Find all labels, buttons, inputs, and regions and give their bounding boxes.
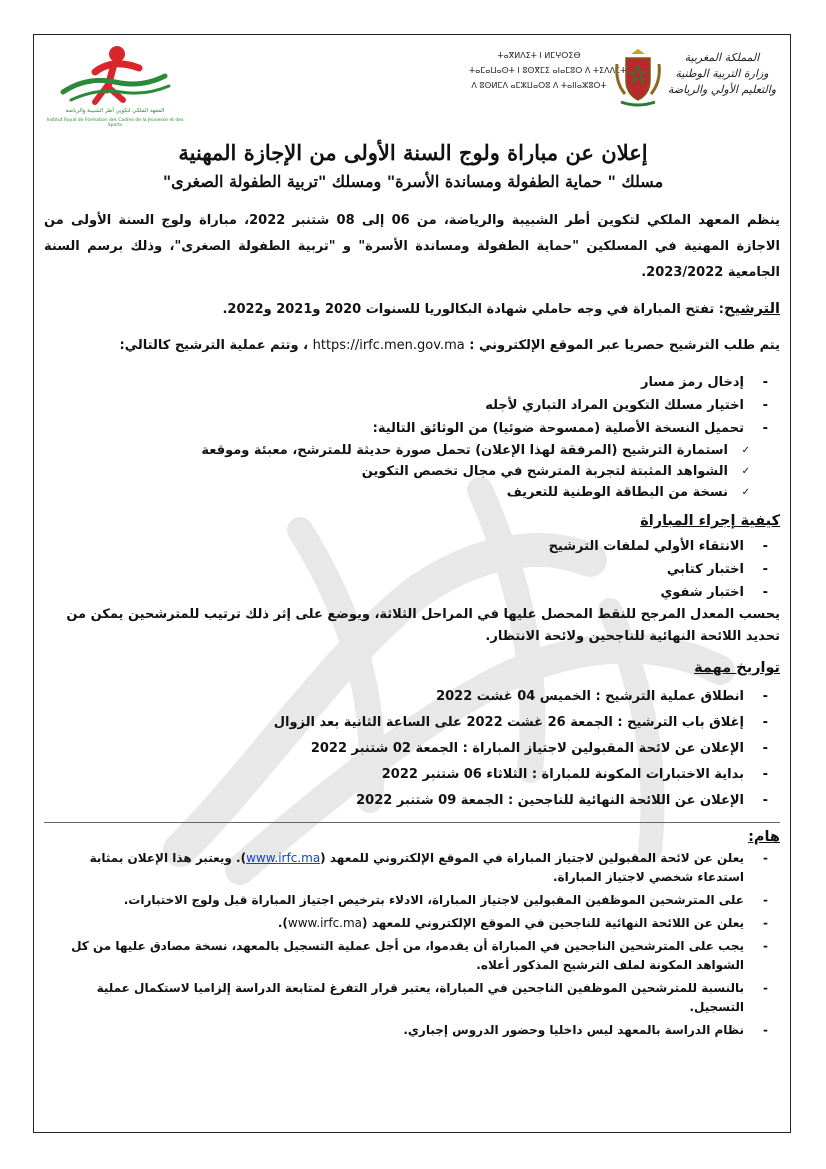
- list-item: - الإعلان عن لائحة المقبولين لاجتياز المباراة : الجمعة 02 شتنبر 2022: [44, 736, 770, 762]
- ministry-line: وزارة التربية الوطنية: [675, 67, 769, 80]
- important-notes-section: [44, 829, 780, 1044]
- tifinagh-line: ⴷ ⵓⵙⵍⵎⴷ ⴰⵎⵣⵡⴰⵔⵓ ⴷ ⵜⴰⵏⵏⴰⵣⵓⵔⵜ: [471, 81, 607, 90]
- list-item: [44, 914, 770, 937]
- announcement-title: إعلان عن مباراة ولوج السنة الأولى من الإجازة المهنية: [178, 140, 648, 165]
- list-item: - بالنسبة للمترشحين الموظفين الناجحين في المباراة، يعتبر قرار التفرغ لمتابعة الدراسة إلزاميا لاستكمال عملية التسجيل.: [44, 979, 770, 1021]
- application-paragraph: [44, 335, 780, 357]
- note-text: يعلن عن لائحة المقبولين لاجتياز المباراة في الموقع الإلكتروني للمعهد (: [320, 851, 744, 865]
- page-header: [33, 40, 791, 140]
- ministry-line: والتعليم الأولي والرياضة: [667, 83, 777, 96]
- application-text: يتم طلب الترشيح حصريا عبر الموقع الإلكتروني :: [464, 338, 780, 353]
- tifinagh-line: ⵜⴰⵎⴰⵡⴰⵙⵜ ⵏ ⵓⵙⴳⵎⵉ ⴰⵏⴰⵎⵓⵔ ⴷ ⵜⵉⴷⴷⵉⵜ: [469, 66, 627, 75]
- dates-heading-row: [44, 660, 780, 676]
- ministry-name-arabic: [661, 50, 783, 98]
- note-text: ). ويعتبر هذا الإعلان بمثابة استدعاء شخصي لاجتياز المباراة.: [89, 851, 744, 884]
- list-item: - على المترشحين الموظفين المقبولين لاجتياز المباراة، الادلاء بترخيص اجتياز المباراة قبل ولوج الاختبارات.: [44, 891, 770, 914]
- list-item: [44, 440, 752, 461]
- important-notes-list: [44, 849, 780, 1044]
- list-item: [44, 461, 752, 482]
- list-item: - الإعلان عن اللائحة النهائية للناجحين : الجمعة 09 شتنبر 2022: [44, 788, 770, 814]
- intro-text: ، مباراة ولوج السنة الأولى من الاجازة المهنية في المسلكين "حماية الطفولة ومساندة الأسرة" و "تربية الطفولة الصغرى"، وذلك برسم السنة الجامعية: [44, 213, 780, 280]
- list-item: - اختيار مسلك التكوين المراد التباري لأجله: [44, 394, 770, 417]
- tifinagh-line: ⵜⴰⴳⵍⴷⵉⵜ ⵏ ⵍⵎⵖⵔⵉⴱ: [497, 51, 581, 60]
- important-heading: هام:: [748, 829, 780, 845]
- announcement-body: [44, 208, 780, 1044]
- application-text: ، وتتم عملية الترشيح كالتالي:: [119, 338, 313, 353]
- ministry-line: المملكة المغربية: [684, 51, 760, 64]
- list-item: - الانتقاء الأولي لملفات الترشيح: [44, 535, 770, 558]
- document-label: استمارة الترشيح (المرفقة لهذا الإعلان) تحمل صورة حديثة للمترشح، معبئة وموقعة: [201, 443, 728, 458]
- note-text: ).: [277, 916, 288, 930]
- candidacy-paragraph: [44, 298, 780, 321]
- institute-name-arabic: المعهد الملكي لتكوين أطر الشبيبة والرياضة: [65, 108, 165, 114]
- procedure-note: يحسب المعدل المرجح للنقط المحصل عليها في المراحل الثلاثة، ويوضع على إثر ذلك ترتيب للمترشحين يمكن من تحديد اللائحة النهائية للناجحين ولائحة الانتظار.: [66, 607, 780, 644]
- institute-logo: [41, 42, 189, 138]
- note-text: يعلن عن اللائحة النهائية للناجحين في الموقع الإلكتروني للمعهد (: [362, 916, 744, 930]
- baccalaureate-years: 2020 و2021 و2022.: [222, 302, 362, 317]
- list-item: - اختبار شفوي: [44, 581, 770, 604]
- list-item: - نظام الدراسة بالمعهد ليس داخليا وحضور الدروس إجباري.: [44, 1021, 770, 1044]
- coat-of-arms-icon: [613, 48, 663, 108]
- announcement-subtitle: مسلك " حماية الطفولة ومساندة الأسرة" ومسلك "تربية الطفولة الصغرى": [162, 172, 664, 191]
- institute-website-text: www.irfc.ma: [287, 916, 363, 930]
- required-documents-list: [44, 440, 780, 503]
- important-heading-row: [44, 829, 780, 845]
- procedure-steps-list: [44, 535, 780, 604]
- intro-academic-year: 2023/2022.: [641, 265, 724, 280]
- procedure-heading: كيفية إجراء المباراة: [640, 513, 780, 529]
- checkmark-icon: ✓: [741, 445, 750, 456]
- checkmark-icon: ✓: [741, 466, 750, 477]
- list-item: - يجب على المترشحين الناجحين في المباراة أن يقدموا، من أجل عملية التسجيل بالمعهد، نسخة مصادق عليها من كل الشواهد المكونة لملف الترشيح المذكور أعلاه.: [44, 937, 770, 979]
- list-item: - إغلاق باب الترشيح : الجمعة 26 غشت 2022 على الساعة الثانية بعد الزوال: [44, 710, 770, 736]
- intro-paragraph: [44, 208, 780, 286]
- intro-text: ينظم المعهد الملكي لتكوين أطر الشبيبة والرياضة، من: [409, 213, 781, 228]
- list-item: - تحميل النسخة الأصلية (ممسوحة ضوئيا) من الوثائق التالية:: [44, 417, 770, 440]
- candidacy-label: الترشيح: [724, 301, 780, 317]
- procedure-heading-row: [44, 513, 780, 529]
- important-dates-heading: تواريخ مهمة: [694, 660, 780, 676]
- application-website-link[interactable]: https://irfc.men.gov.ma: [312, 338, 465, 353]
- list-item: - انطلاق عملية الترشيح : الخميس 04 غشت 2022: [44, 684, 770, 710]
- institute-website-link[interactable]: www.irfc.ma: [246, 851, 321, 865]
- list-item: - بداية الاختبارات المكونة للمباراة : الثلاثاء 06 شتنبر 2022: [44, 762, 770, 788]
- list-item: [44, 482, 752, 503]
- document-label: نسخة من البطاقة الوطنية للتعريف: [506, 485, 728, 500]
- list-item: [44, 849, 770, 891]
- document-label: الشواهد المثبتة لتجربة المترشح في مجال تخصص التكوين: [361, 464, 728, 479]
- list-item: - اختبار كتابي: [44, 558, 770, 581]
- candidacy-text: : تفتح المباراة في وجه حاملي شهادة البكالوريا للسنوات: [361, 302, 725, 317]
- list-item: - إدخال رمز مسار: [44, 371, 770, 394]
- runner-logo-icon: [41, 42, 189, 106]
- section-divider: [44, 822, 780, 823]
- checkmark-icon: ✓: [741, 487, 750, 498]
- institute-name-french: Institut Royal de Formation des Cadres de la Jeunesse et des Sports: [46, 118, 184, 128]
- application-steps-list: [44, 371, 780, 440]
- important-dates-list: [44, 684, 780, 814]
- ministry-name-tifinagh: [469, 48, 627, 93]
- intro-date-range: 06 إلى 08 شتنبر 2022: [249, 213, 410, 228]
